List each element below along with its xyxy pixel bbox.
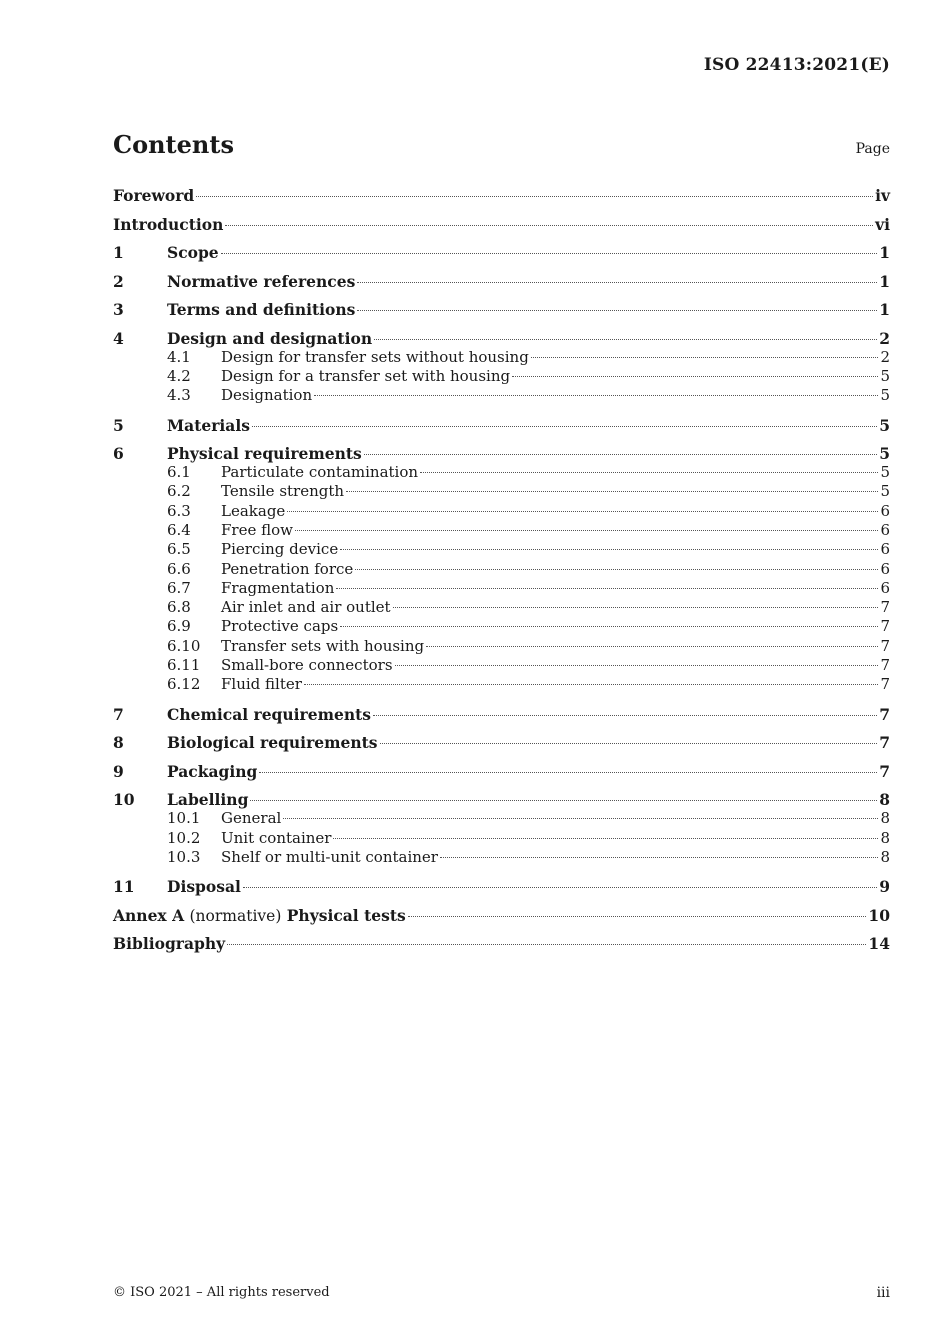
toc-subentry-title: Tensile strength — [221, 482, 345, 501]
page-title: Contents — [113, 130, 234, 159]
toc-subentry-page: 7 — [880, 636, 890, 655]
dot-leader — [295, 529, 878, 531]
toc-subentry-number: 6.7 — [167, 578, 191, 597]
dot-leader — [283, 817, 878, 819]
dot-leader — [340, 625, 878, 627]
toc-entry[interactable] — [113, 443, 890, 463]
toc-subentry-page: 7 — [880, 598, 890, 617]
toc-entry-number: 1 — [113, 243, 124, 262]
dot-leader — [196, 195, 873, 197]
toc-subentry-page: 6 — [880, 501, 890, 520]
toc-entry-bibliography[interactable] — [113, 933, 890, 962]
toc-subentry[interactable] — [113, 521, 890, 540]
toc-entry[interactable] — [113, 415, 890, 444]
toc-subentry-number: 4.3 — [167, 386, 191, 405]
toc-subentry-page: 6 — [880, 578, 890, 597]
toc-subentry-page: 5 — [880, 463, 890, 482]
dot-leader — [426, 645, 878, 647]
toc-entry-title: Foreword — [113, 186, 195, 205]
toc-entry-page: 7 — [879, 733, 890, 753]
dot-leader — [364, 453, 877, 455]
toc-subentry-title: Unit container — [221, 828, 332, 847]
toc-subentry-number: 6.2 — [167, 482, 191, 501]
toc-subentry[interactable] — [113, 598, 890, 617]
toc-entry-number: 11 — [113, 877, 135, 897]
toc-entry-page: 9 — [879, 877, 890, 897]
toc-entry[interactable] — [113, 761, 890, 790]
dot-leader — [287, 510, 878, 512]
dot-leader — [408, 915, 867, 917]
toc-entry[interactable] — [113, 704, 890, 733]
toc-subentry[interactable] — [113, 560, 890, 579]
contents-heading-row — [113, 130, 890, 159]
toc-subentry-page: 7 — [880, 675, 890, 694]
toc-subentry-number: 4.1 — [167, 347, 191, 366]
toc-entry-title: Bibliography — [113, 934, 226, 954]
toc-subentry[interactable] — [113, 482, 890, 501]
dot-leader — [380, 742, 878, 744]
toc-subentry[interactable] — [113, 656, 890, 675]
toc-entry-page: 1 — [879, 271, 890, 291]
dot-leader — [250, 799, 877, 801]
toc-entry-annex-a[interactable] — [113, 905, 890, 934]
toc-entry[interactable] — [113, 299, 890, 328]
toc-entry-title: Terms and definitions — [167, 300, 356, 319]
toc-entry[interactable] — [113, 732, 890, 761]
dot-leader — [357, 281, 877, 283]
toc-subentry-page: 7 — [880, 617, 890, 636]
toc-subentry[interactable] — [113, 829, 890, 848]
toc-subentry-title: Fluid filter — [221, 675, 302, 694]
toc-entry-page: 5 — [879, 444, 890, 464]
toc-subentry-title: General — [221, 809, 282, 828]
dot-leader — [346, 490, 878, 492]
toc-subentry-number: 6.6 — [167, 559, 191, 578]
toc-subentry-number: 6.11 — [167, 656, 201, 675]
toc-entry-title: Physical requirements — [167, 444, 362, 464]
toc-subentry[interactable] — [113, 348, 890, 367]
toc-subentry-title: Fragmentation — [221, 578, 335, 597]
toc-subentry[interactable] — [113, 809, 890, 828]
toc-entry-number: 9 — [113, 761, 124, 781]
toc-entry-page: 2 — [879, 328, 890, 348]
dot-leader — [340, 548, 878, 550]
toc-entry-page: 1 — [879, 300, 890, 319]
toc-entry[interactable] — [113, 876, 890, 905]
toc-subentry-page: 2 — [880, 347, 890, 366]
toc-subentry[interactable] — [113, 463, 890, 482]
toc-subentry[interactable] — [113, 502, 890, 521]
toc-subentry[interactable] — [113, 675, 890, 704]
toc-entry-page: 7 — [879, 761, 890, 781]
toc-subentry-number: 10.3 — [167, 847, 201, 866]
toc-subentry-title: Particulate contamination — [221, 463, 419, 482]
toc-entry[interactable] — [113, 242, 890, 271]
toc-subentry-page: 5 — [880, 366, 890, 385]
dot-leader — [373, 714, 877, 716]
toc-entry-page: 5 — [879, 415, 890, 435]
toc-entry-number: 5 — [113, 415, 124, 435]
toc-subentry-number: 6.4 — [167, 520, 191, 539]
toc-entry-page: 14 — [868, 934, 890, 954]
toc-subentry-number: 6.1 — [167, 463, 191, 482]
dot-leader — [227, 943, 866, 945]
toc-subentry-title: Design for transfer sets without housing — [221, 347, 529, 366]
toc-subentry-page: 5 — [880, 386, 890, 405]
dot-leader — [252, 425, 877, 427]
document-id: ISO 22413:2021(E) — [703, 55, 890, 75]
toc-entry-title: Materials — [167, 415, 250, 435]
page-column-label: Page — [855, 141, 890, 157]
toc-subentry[interactable] — [113, 386, 890, 415]
toc-entry-title: Chemical requirements — [167, 704, 371, 724]
toc-subentry-title: Piercing device — [221, 540, 339, 559]
toc-subentry-number: 6.9 — [167, 617, 191, 636]
dot-leader — [259, 771, 877, 773]
toc-subentry-page: 6 — [880, 559, 890, 578]
footer-copyright: © ISO 2021 – All rights reserved — [113, 1285, 330, 1300]
dot-leader — [357, 309, 877, 311]
toc-subentry-number: 6.10 — [167, 636, 201, 655]
toc-subentry-page: 5 — [880, 482, 890, 501]
toc-subentry-page: 8 — [880, 847, 890, 866]
toc-entry-title: Design and designation — [167, 328, 373, 348]
toc-subentry-page: 6 — [880, 540, 890, 559]
toc-subentry-number: 6.12 — [167, 675, 201, 694]
toc-entry-page: 8 — [879, 790, 890, 810]
toc-entry-number: 8 — [113, 733, 124, 753]
dot-leader — [531, 356, 879, 358]
toc-entry-number: 6 — [113, 444, 124, 464]
toc-entry-title: Biological requirements — [167, 733, 378, 753]
toc-subentry-number: 6.8 — [167, 598, 191, 617]
toc-subentry-page: 7 — [880, 656, 890, 675]
toc-subentry[interactable] — [113, 367, 890, 386]
toc-subentry[interactable] — [113, 617, 890, 636]
toc-subentry-title: Shelf or multi-unit container — [221, 847, 438, 866]
toc-entry-number: 4 — [113, 328, 124, 348]
toc-entry-title: Scope — [167, 243, 219, 262]
toc-entry-page: 1 — [879, 243, 890, 262]
dot-leader — [225, 224, 873, 226]
toc-subentry-title: Transfer sets with housing — [221, 636, 425, 655]
toc-subentry-number: 6.3 — [167, 501, 191, 520]
dot-leader — [512, 375, 878, 377]
toc-subentry-number: 10.2 — [167, 828, 201, 847]
dot-leader — [393, 606, 879, 608]
toc-entry-title: Disposal — [167, 877, 241, 897]
toc-entry[interactable] — [113, 214, 890, 243]
toc-subentry-title: Air inlet and air outlet — [221, 598, 391, 617]
toc-entry-title: Annex A (normative) Physical tests — [113, 905, 406, 925]
toc-subentry-title: Small-bore connectors — [221, 656, 393, 675]
toc-subentry-title: Designation — [221, 386, 313, 405]
toc-entry-title: Normative references — [167, 271, 356, 291]
toc-subentry-number: 10.1 — [167, 809, 201, 828]
dot-leader — [243, 886, 877, 888]
toc-entry-number: 3 — [113, 300, 124, 319]
toc-entry[interactable] — [113, 185, 890, 214]
toc-entry-title: Introduction — [113, 214, 224, 234]
dot-leader — [314, 394, 878, 396]
table-of-contents — [113, 185, 890, 962]
toc-entry-title: Packaging — [167, 761, 258, 781]
toc-subentry[interactable] — [113, 637, 890, 656]
dot-leader — [374, 338, 877, 340]
toc-entry-number: 2 — [113, 271, 124, 291]
toc-subentry-number: 6.5 — [167, 540, 191, 559]
dot-leader — [420, 471, 878, 473]
toc-subentry-title: Penetration force — [221, 559, 354, 578]
toc-subentry-title: Protective caps — [221, 617, 339, 636]
toc-entry-title: Labelling — [167, 790, 249, 810]
toc-subentry-page: 8 — [880, 809, 890, 828]
dot-leader — [395, 664, 879, 666]
toc-entry-page: 7 — [879, 704, 890, 724]
toc-entry-number: 7 — [113, 704, 124, 724]
toc-subentry-title: Leakage — [221, 501, 286, 520]
toc-entry-page: 10 — [868, 905, 890, 925]
toc-subentry-page: 6 — [880, 520, 890, 539]
dot-leader — [440, 856, 878, 858]
toc-subentry-title: Free flow — [221, 520, 293, 539]
dot-leader — [304, 683, 879, 685]
toc-entry-number: 10 — [113, 790, 135, 810]
toc-entry[interactable] — [113, 789, 890, 809]
toc-entry-page: vi — [875, 214, 890, 234]
dot-leader — [221, 252, 878, 254]
toc-subentry-number: 4.2 — [167, 366, 191, 385]
toc-entry[interactable] — [113, 328, 890, 348]
dot-leader — [355, 568, 878, 570]
toc-entry[interactable] — [113, 271, 890, 300]
footer-page-number: iii — [876, 1285, 890, 1301]
toc-subentry-page: 8 — [880, 828, 890, 847]
toc-subentry-title: Design for a transfer set with housing — [221, 366, 511, 385]
toc-subentry[interactable] — [113, 540, 890, 559]
toc-subentry[interactable] — [113, 848, 890, 877]
dot-leader — [333, 837, 878, 839]
toc-subentry[interactable] — [113, 579, 890, 598]
dot-leader — [336, 587, 878, 589]
toc-entry-page: iv — [875, 186, 890, 205]
